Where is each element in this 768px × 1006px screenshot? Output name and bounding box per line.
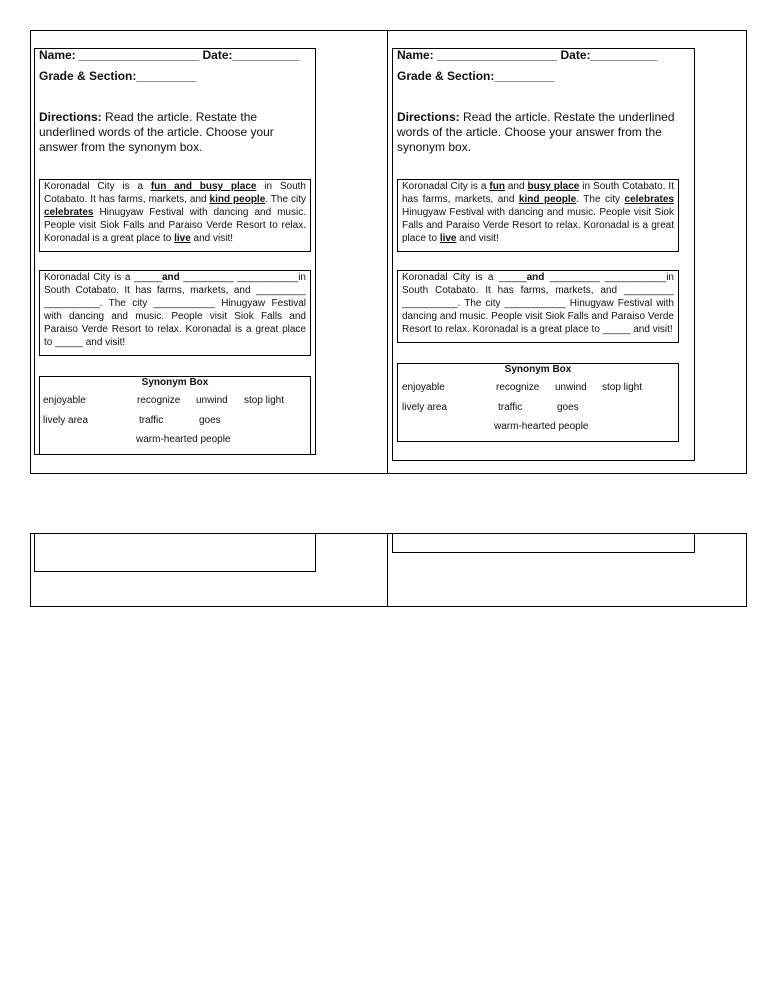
synonym-word: stop light	[602, 382, 643, 393]
text-segment: Koronadal City is a _____	[402, 272, 527, 283]
synonym-box-title: Synonym Box	[504, 364, 572, 375]
grade-blank[interactable]: _________	[494, 69, 555, 83]
text-segment: in South Cotabato. It has farms, markets, and	[44, 181, 306, 205]
left-name-date-line	[39, 48, 299, 62]
underlined-word: fun	[489, 181, 505, 192]
right-restate-text	[402, 272, 674, 335]
right-article-text	[402, 181, 674, 244]
bottom-table-divider	[387, 533, 388, 607]
directions-text: Read the article. Restate the underlined words of the article. Choose your answer from the synonym box.	[39, 110, 274, 154]
synonym-word: warm-hearted people	[494, 421, 589, 432]
synonym-word: unwind	[196, 395, 228, 406]
text-segment: and visit!	[456, 233, 499, 244]
left-synonym-box	[39, 376, 311, 455]
right-grade-line	[397, 69, 554, 83]
text-segment: Koronadal City is a	[44, 181, 151, 192]
bottom-right-empty-box	[392, 533, 695, 553]
text-segment: Koronadal City is a _____	[44, 272, 162, 283]
underlined-word: celebrates	[44, 207, 94, 218]
left-article-text	[44, 181, 306, 244]
text-segment: Hinugyaw Festival with dancing and music. People visit Siok Falls and Paraiso Verde Resort to relax. Koronadal is a great place to	[44, 207, 306, 244]
synonym-word: recognize	[496, 382, 540, 393]
date-blank[interactable]: __________	[590, 48, 658, 62]
synonym-box-title: Synonym Box	[141, 377, 209, 388]
directions-label: Directions:	[397, 110, 460, 124]
directions-label: Directions:	[39, 110, 102, 124]
synonym-word: goes	[199, 415, 221, 426]
underlined-word: fun and busy place	[150, 181, 257, 192]
right-article-box	[397, 179, 679, 252]
text-segment: _________ ___________in South Cotabato. It has farms, markets, and _________ __________. The city ___________ Hinugyaw Festival with dancing and music. People visit Siok Falls and Paraiso Verde Resort to relax. Koronadal is a great place to _____ and visit!	[402, 272, 674, 335]
name-blank[interactable]: __________________	[75, 48, 203, 62]
name-label: Name:	[397, 48, 434, 62]
synonym-word: lively area	[43, 415, 89, 426]
synonym-word: unwind	[555, 382, 587, 393]
synonym-word: warm-hearted people	[136, 434, 231, 445]
left-restate-text	[44, 272, 306, 348]
text-segment: . The city	[576, 194, 625, 205]
left-restate-box	[39, 270, 311, 356]
text-segment: and	[504, 181, 528, 192]
text-segment: in South Cotabato. It has farms, markets, and	[402, 181, 674, 205]
bold-word: and	[526, 272, 545, 283]
date-blank[interactable]: __________	[232, 48, 300, 62]
bold-word: and	[161, 272, 180, 283]
synonym-word: lively area	[402, 402, 448, 413]
underlined-word: live	[439, 233, 457, 244]
grade-label: Grade & Section:	[397, 69, 495, 83]
grade-blank[interactable]: _________	[136, 69, 197, 83]
underlined-word: busy place	[527, 181, 580, 192]
text-segment: Koronadal City is a	[402, 181, 490, 192]
right-name-date-line	[397, 48, 657, 62]
grade-label: Grade & Section:	[39, 69, 137, 83]
right-synonym-box	[397, 363, 679, 442]
right-restate-box	[397, 270, 679, 343]
directions-text: Read the article. Restate the underlined words of the article. Choose your answer from the synonym box.	[397, 110, 675, 154]
synonym-word: enjoyable	[402, 382, 445, 393]
underlined-word: live	[174, 233, 191, 244]
bottom-left-empty-box	[34, 533, 316, 572]
synonym-word: recognize	[137, 395, 181, 406]
name-blank[interactable]: __________________	[433, 48, 561, 62]
right-directions	[397, 110, 679, 155]
text-segment: and visit!	[190, 233, 234, 244]
text-segment: . The city	[265, 194, 306, 205]
underlined-word: celebrates	[624, 194, 674, 205]
synonym-word: traffic	[139, 415, 164, 426]
synonym-word: traffic	[498, 402, 523, 413]
synonym-word: stop light	[244, 395, 285, 406]
underlined-word: kind people	[518, 194, 577, 205]
date-label: Date:	[560, 48, 591, 62]
date-label: Date:	[202, 48, 233, 62]
text-segment: Hinugyaw Festival with dancing and music. People visit Siok Falls and Paraiso Verde Resort to relax. Koronadal is a great place to	[402, 207, 674, 244]
name-label: Name:	[39, 48, 76, 62]
left-directions	[39, 110, 311, 155]
text-segment: _________ ___________in South Cotabato. It has farms, markets, and _________ __________. The city ___________ Hinugyaw Festival with dancing and music. People visit Siok Falls and Paraiso Verde Resort to relax. Koronadal is a great place to _____ and visit!	[44, 272, 306, 348]
synonym-word: enjoyable	[43, 395, 86, 406]
synonym-word: goes	[557, 402, 579, 413]
left-article-box	[39, 179, 311, 252]
underlined-word: kind people	[209, 194, 266, 205]
top-table-divider	[387, 30, 388, 474]
left-grade-line	[39, 69, 196, 83]
